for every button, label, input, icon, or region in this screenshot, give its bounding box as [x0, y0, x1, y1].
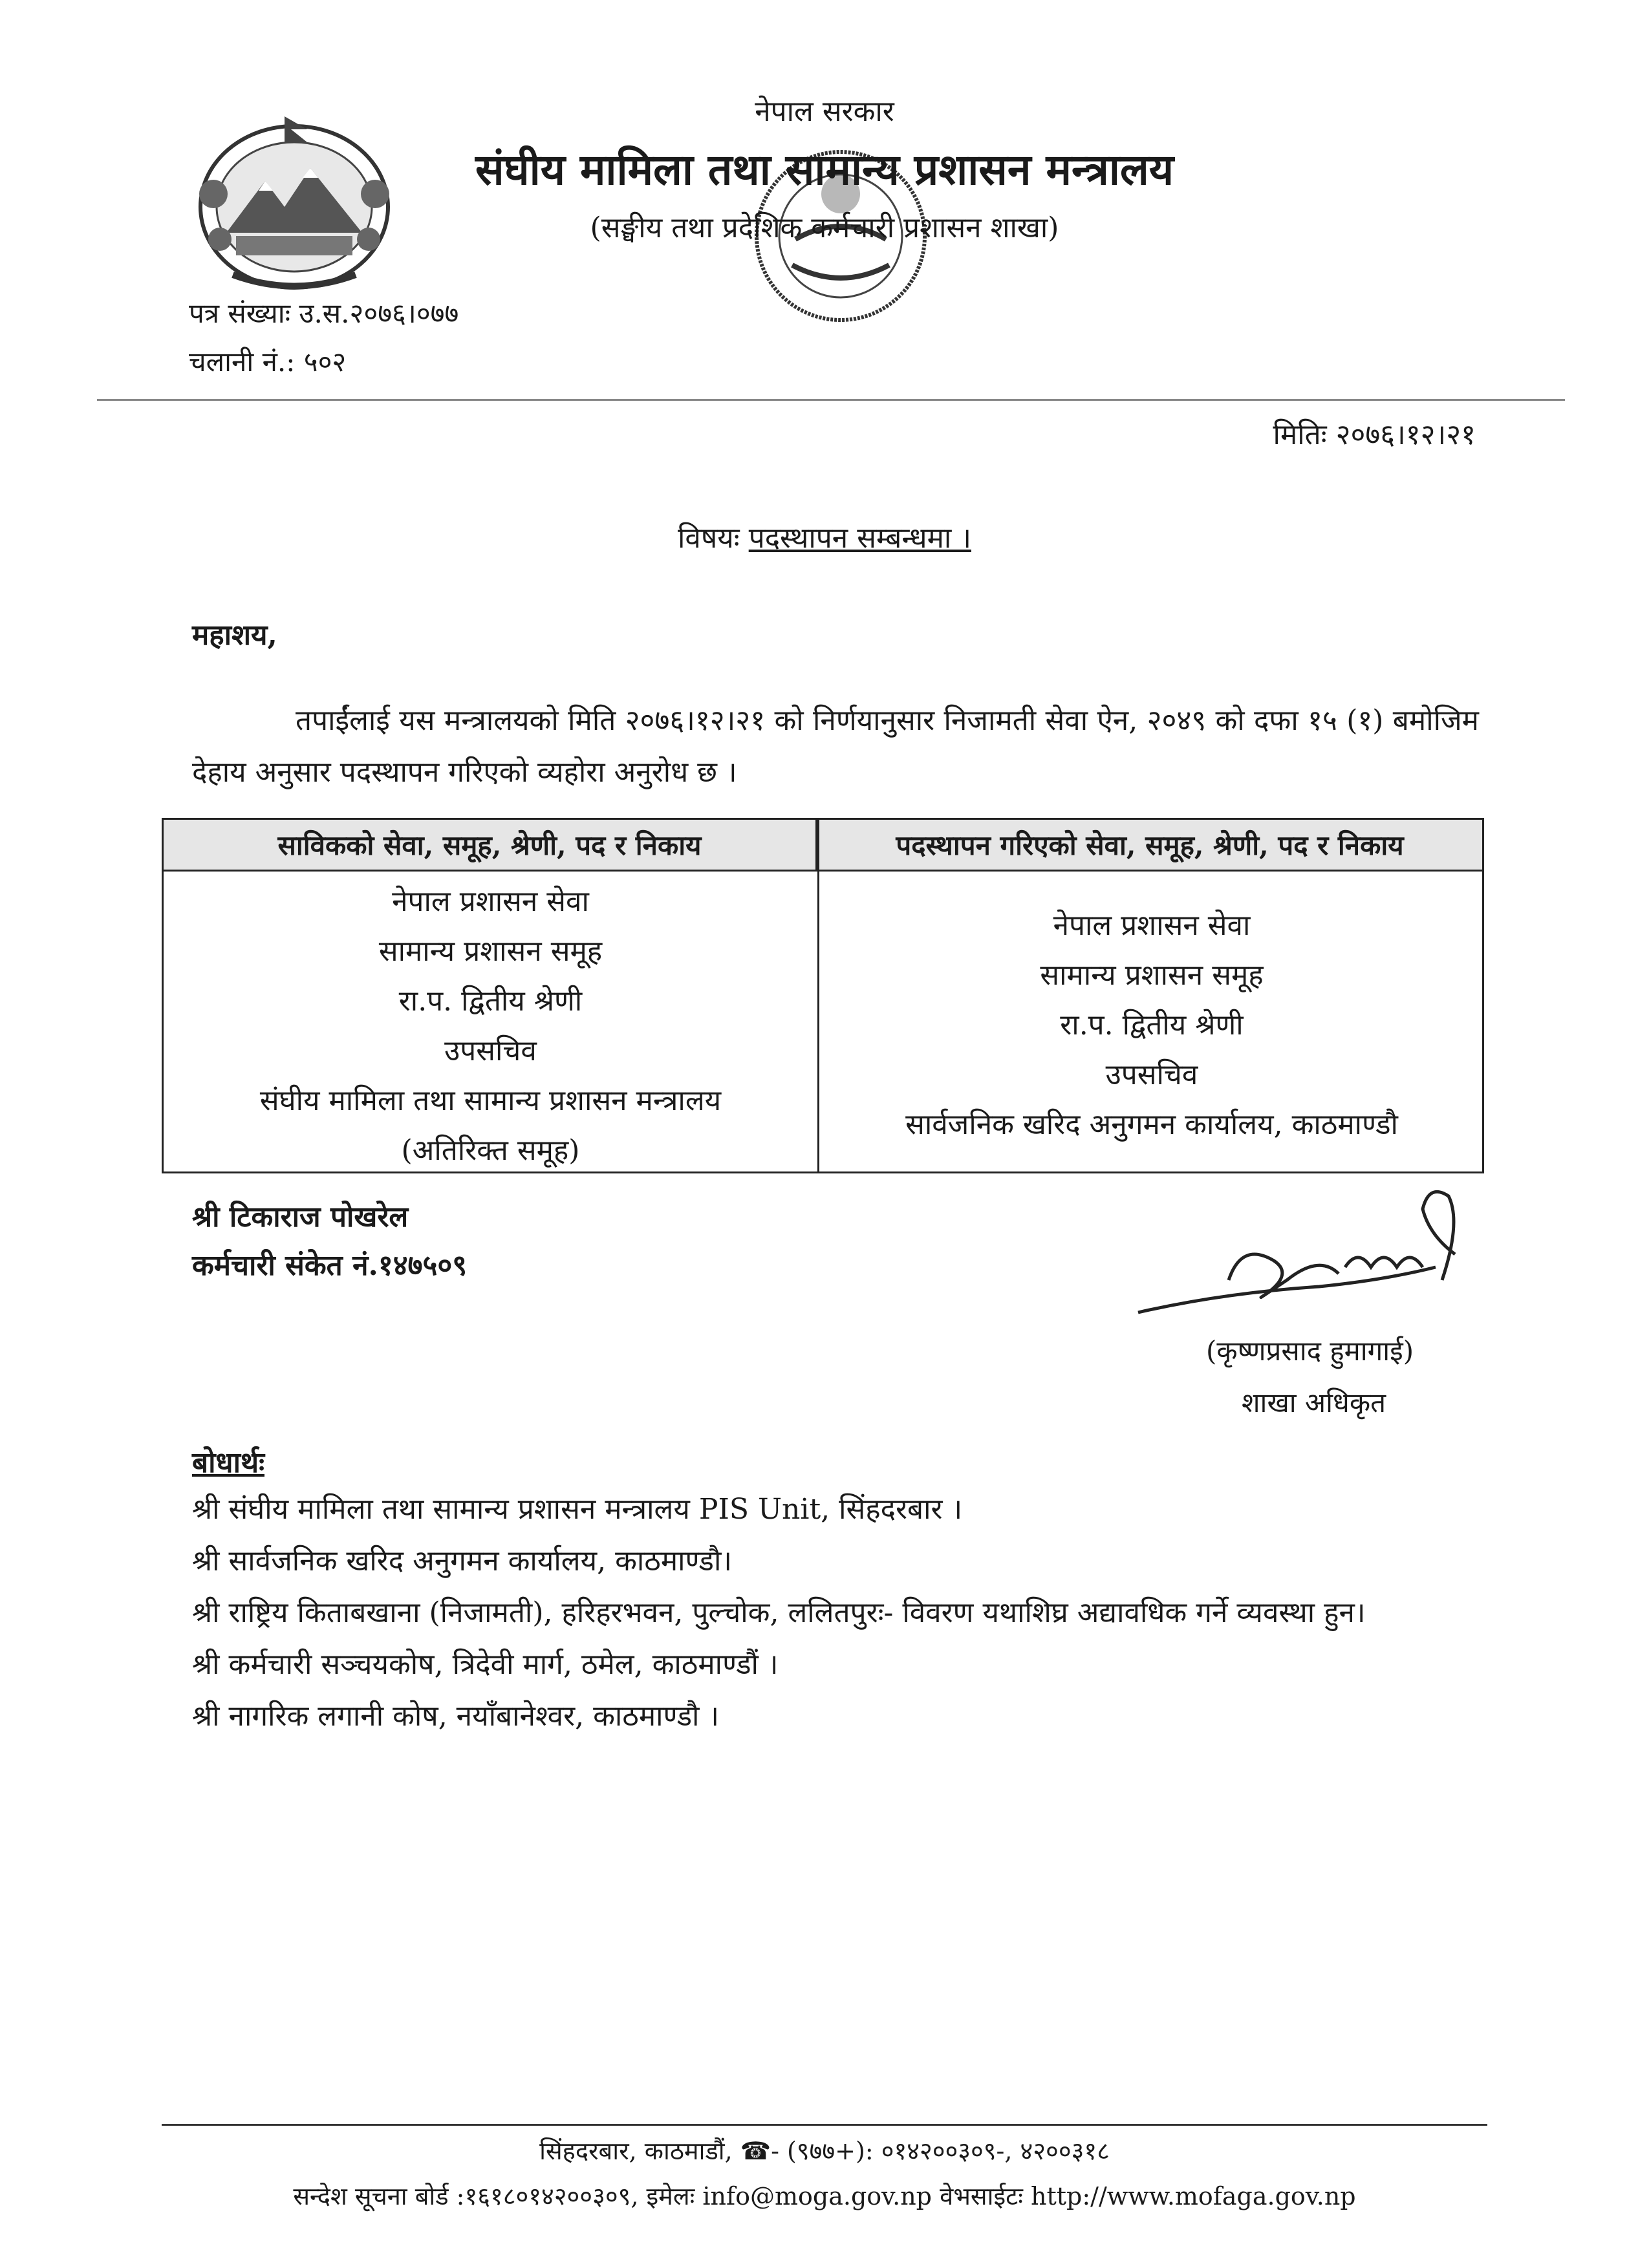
- posted-line: उपसचिव: [1105, 1058, 1198, 1091]
- ministry-name: संघीय मामिला तथा सामान्य प्रशासन मन्त्रालय: [475, 144, 1174, 195]
- footer-divider: [162, 2124, 1487, 2126]
- previous-line: संघीय मामिला तथा सामान्य प्रशासन मन्त्रालय: [259, 1084, 722, 1117]
- cc-item: श्री राष्ट्रिय किताबखाना (निजामती), हरिहरभवन, पुल्चोक, ललितपुरः- विवरण यथाशिघ्र अद्यावधिक गर्ने व्यवस्था हुन।: [192, 1596, 1366, 1629]
- previous-line: सामान्य प्रशासन समूह: [378, 935, 603, 968]
- cc-item: श्री नागरिक लगानी कोष, नयाँबानेश्वर, काठमाण्डौ ।: [192, 1700, 720, 1733]
- cc-heading: बोधार्थः: [192, 1446, 264, 1479]
- table-header-posted: पदस्थापन गरिएको सेवा, समूह, श्रेणी, पद र निकाय: [817, 820, 1482, 872]
- signatory-title: शाखा अधिकृत: [1242, 1387, 1386, 1418]
- footer-contact: सन्देश सूचना बोर्ड :१६१८०१४२००३०९, इमेलः info@moga.gov.np वेभसाईटः http://www.mofaga.gov.np: [293, 2182, 1356, 2210]
- cc-item: श्री संघीय मामिला तथा सामान्य प्रशासन मन्त्रालय PIS Unit, सिंहदरबार ।: [192, 1493, 963, 1526]
- salutation: महाशय,: [192, 619, 277, 652]
- signatory-name: (कृष्णप्रसाद हुमागाई): [1206, 1335, 1414, 1367]
- government-name: नेपाल सरकार: [755, 95, 894, 128]
- cc-list: [192, 1484, 1366, 1742]
- handwritten-signature-icon: [1125, 1183, 1487, 1345]
- header-divider: [97, 399, 1565, 401]
- subject-label: विषयः: [678, 522, 740, 555]
- posted-line: रा.प. द्वितीय श्रेणी: [1060, 1009, 1244, 1042]
- letter-date: मितिः २०७६।१२।२१: [1273, 418, 1476, 451]
- posting-table: [162, 818, 1484, 1173]
- footer-address: सिंहदरबार, काठमाडौं, ☎- (९७७+): ०१४२००३०९-, ४२००३१८: [539, 2137, 1110, 2165]
- previous-line: रा.प. द्वितीय श्रेणी: [398, 985, 583, 1018]
- previous-line: नेपाल प्रशासन सेवा: [392, 885, 589, 918]
- table-cell-posted: [819, 901, 1484, 1150]
- cc-item: श्री सार्वजनिक खरिद अनुगमन कार्यालय, काठमाण्डौ।: [192, 1545, 733, 1578]
- division-name: (सङ्घीय तथा प्रदेशिक कर्मचारी प्रशासन शाखा): [590, 211, 1059, 244]
- dispatch-number: चलानी नं.: ५०२: [189, 346, 347, 378]
- previous-line: उपसचिव: [444, 1034, 537, 1067]
- previous-line: (अतिरिक्त समूह): [401, 1134, 580, 1167]
- table-cell-previous: [164, 877, 817, 1175]
- posted-line: सार्वजनिक खरिद अनुगमन कार्यालय, काठमाण्डौ: [905, 1108, 1398, 1141]
- body-paragraph: तपाईंलाई यस मन्त्रालयको मिति २०७६।१२।२१ को निर्णयानुसार निजामती सेवा ऐन, २०४९ को दफा १५ (१) बमोजिम देहाय अनुसार पदस्थापन गरिएको व्यहोरा अनुरोध छ ।: [192, 704, 1479, 789]
- letter-number: पत्र संख्याः उ.स.२०७६।०७७: [189, 297, 459, 329]
- posted-line: सामान्य प्रशासन समूह: [1040, 959, 1264, 992]
- table-header-previous: साविकको सेवा, समूह, श्रेणी, पद र निकाय: [164, 820, 817, 872]
- employee-code: कर्मचारी संकेत नं.१४७५०९: [192, 1249, 468, 1282]
- subject-line: [0, 517, 1649, 556]
- employee-name: श्री टिकाराज पोखरेल: [192, 1201, 409, 1234]
- cc-item: श्री कर्मचारी सञ्चयकोष, त्रिदेवी मार्ग, ठमेल, काठमाण्डौं ।: [192, 1648, 779, 1681]
- posted-line: नेपाल प्रशासन सेवा: [1053, 909, 1251, 942]
- subject-text: पदस्थापन सम्बन्धमा ।: [748, 522, 971, 555]
